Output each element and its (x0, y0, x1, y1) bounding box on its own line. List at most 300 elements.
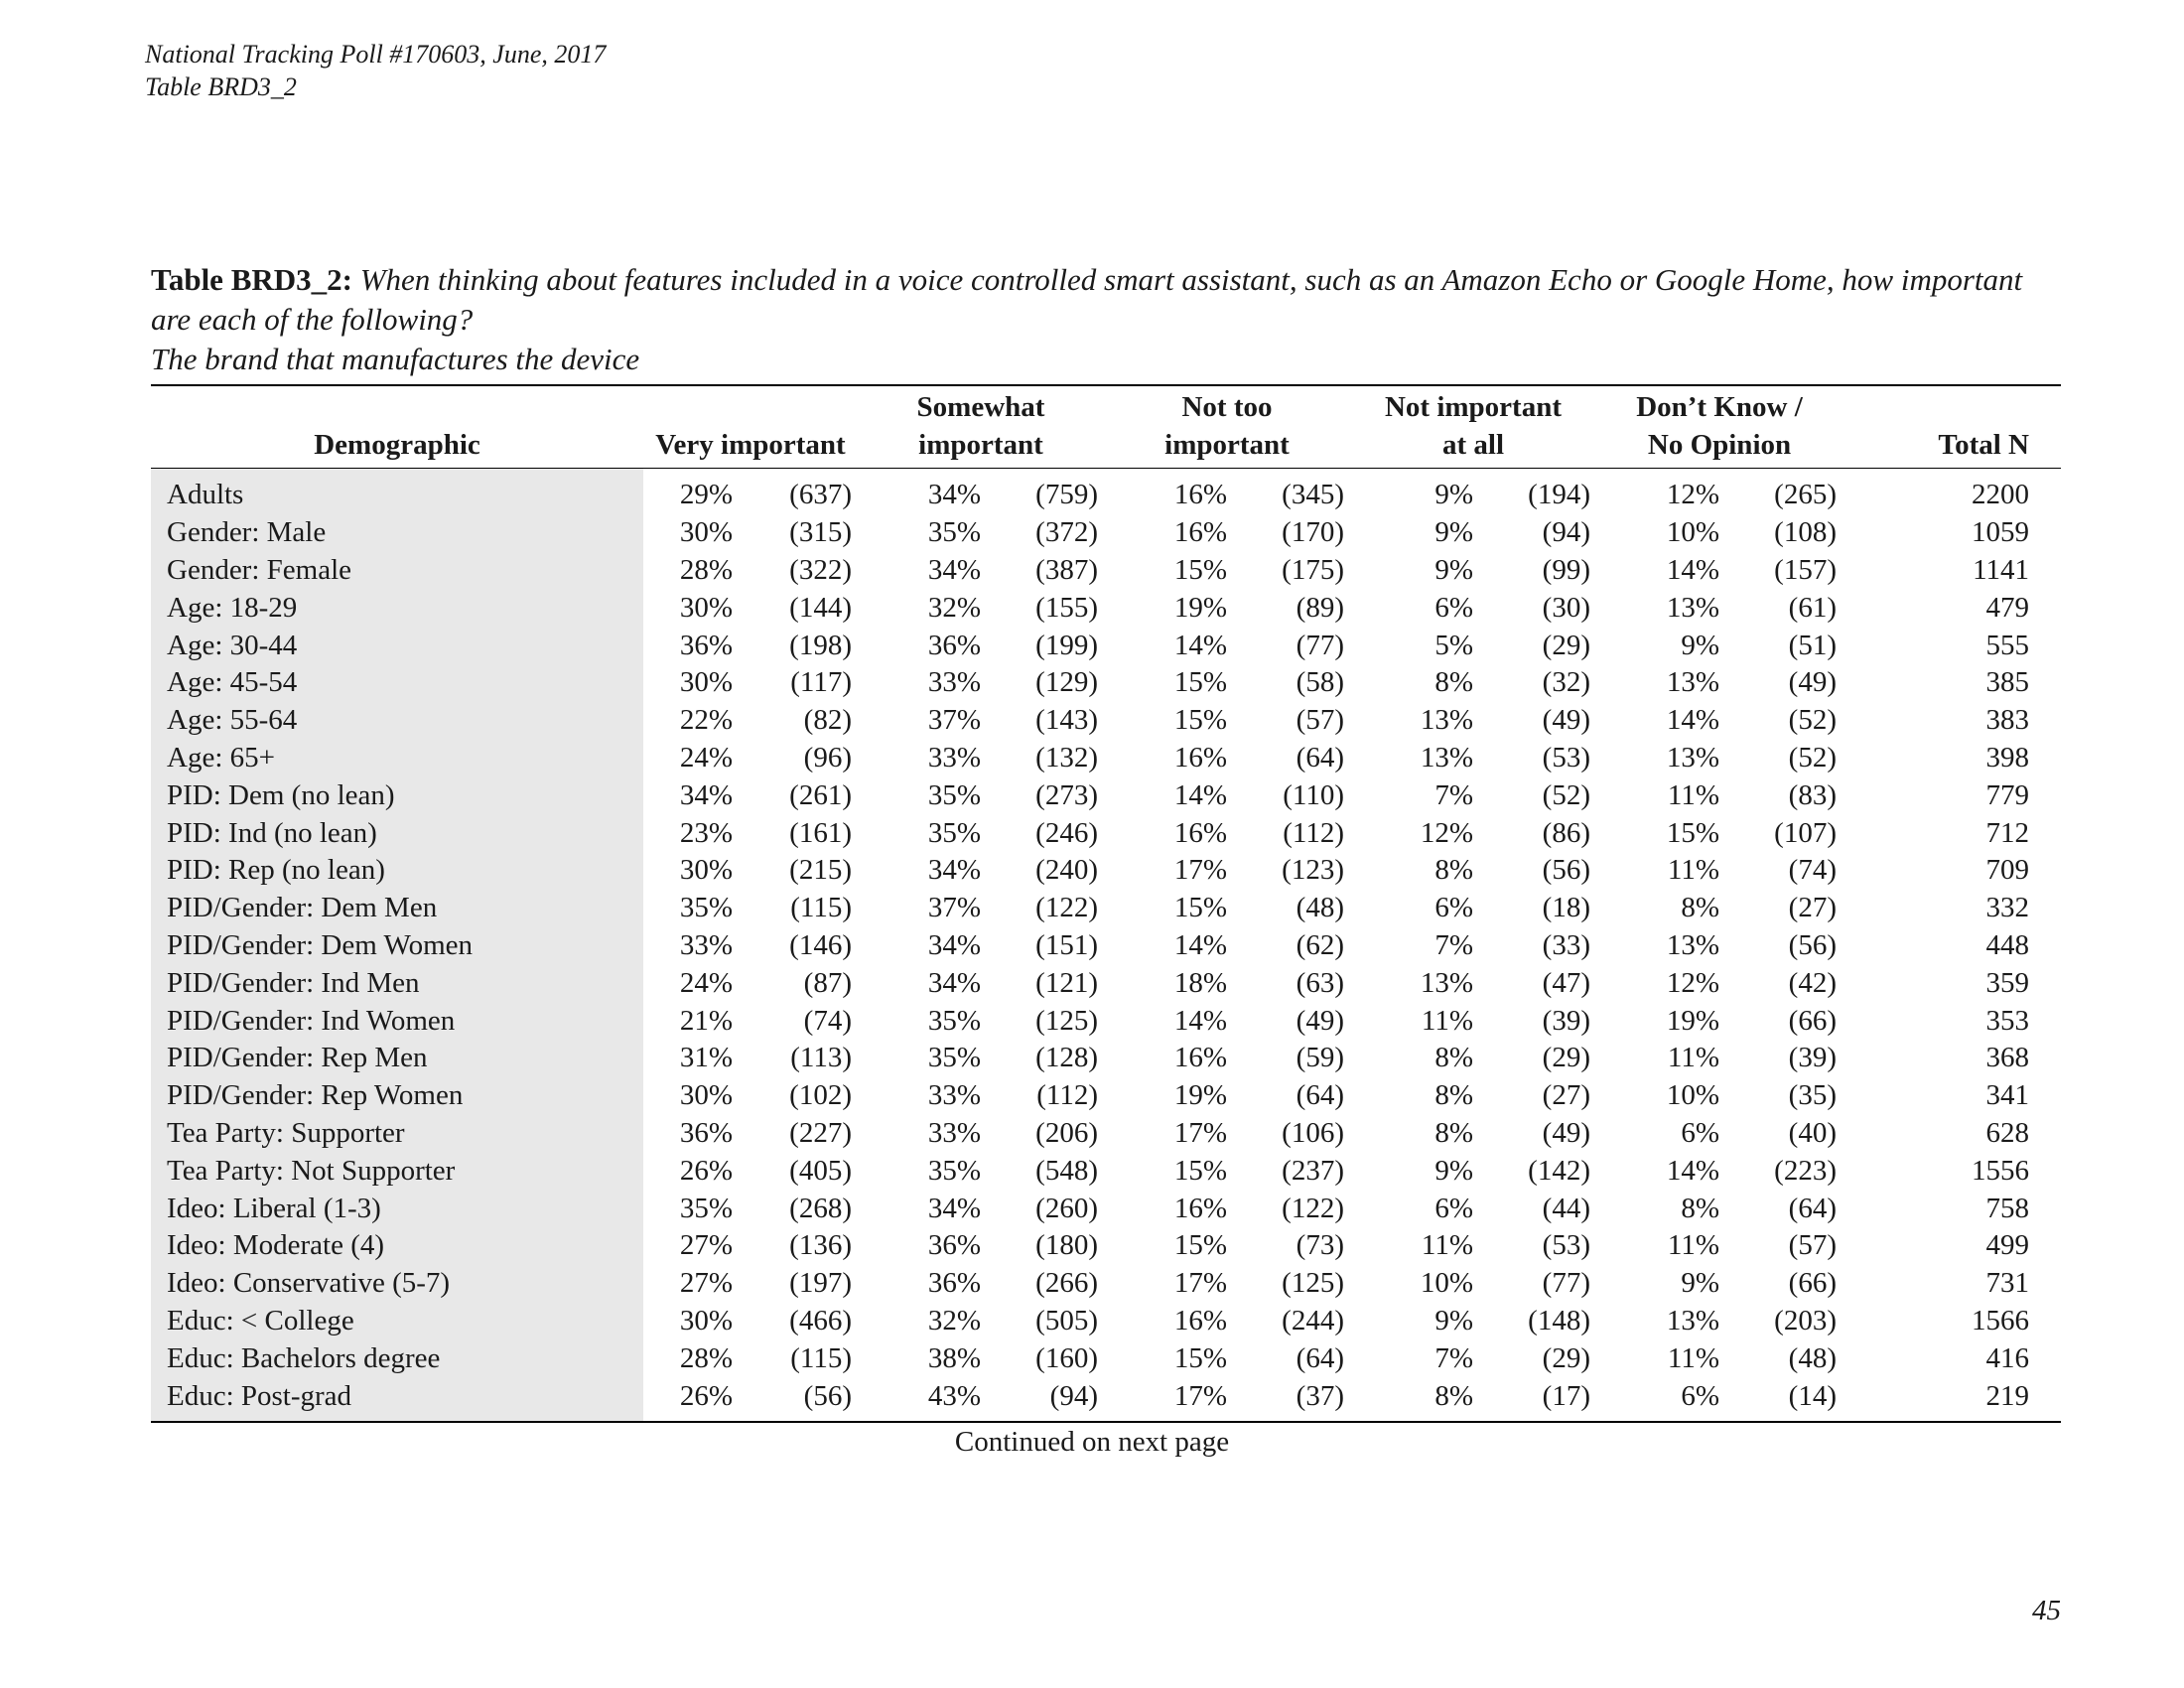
nottoo-pct-cell: 14% (1173, 629, 1227, 661)
somewhat-pct-cell: 34% (927, 479, 981, 511)
dk-pct-cell: 11% (1667, 778, 1719, 811)
nottoo-pct-cell: 15% (1173, 704, 1227, 737)
very-important-n-cell: (115) (790, 892, 852, 924)
notimp-pct-cell: 7% (1434, 1341, 1473, 1374)
demographic-cell: PID: Ind (no lean) (151, 814, 643, 852)
very-important-pct-cell: 27% (679, 1229, 733, 1262)
dk-pct-cell: 9% (1681, 629, 1719, 661)
demographic-cell: PID/Gender: Rep Women (151, 1077, 643, 1115)
table-row (151, 1152, 2061, 1190)
notimp-n-cell: (49) (1542, 1116, 1590, 1149)
total-n-cell: 219 (1843, 1377, 2061, 1422)
somewhat-n-cell: (505) (1035, 1304, 1098, 1336)
somewhat-n-cell: (129) (1035, 666, 1098, 699)
table-row (151, 469, 2061, 514)
table-row (151, 1077, 2061, 1115)
nottoo-n-cell: (170) (1282, 516, 1344, 549)
dk-pct-cell: 10% (1666, 1079, 1719, 1112)
total-n-cell: 499 (1985, 1229, 2029, 1262)
very-important-pct-cell: 36% (679, 1116, 733, 1149)
table-caption (151, 260, 2063, 379)
dk-pct-cell: 12% (1666, 966, 1719, 999)
dk-n-cell: (49) (1788, 666, 1837, 699)
nottoo-pct-cell: 18% (1173, 966, 1227, 999)
very-important-pct-cell: 26% (643, 1377, 739, 1422)
nottoo-n-cell: (48) (1296, 892, 1344, 924)
dk-pct-cell: 14% (1666, 704, 1719, 737)
nottoo-n-cell: (122) (1282, 1192, 1344, 1224)
notimp-pct-cell: 8% (1350, 1377, 1479, 1422)
total-n-cell: 448 (1985, 928, 2029, 961)
dk-pct-cell: 11% (1667, 854, 1719, 887)
dk-n-cell: (66) (1788, 1267, 1837, 1300)
dk-pct-cell: 13% (1666, 1304, 1719, 1336)
demographic-cell: Age: 18-29 (151, 589, 643, 627)
total-n-cell: 1566 (1972, 1304, 2029, 1336)
caption-question: When thinking about features included in a voice controlled smart assistant, such as an Amazon Echo or Google Home, how important are each of the following? (151, 262, 2023, 337)
total-n-cell: 555 (1985, 629, 2029, 661)
col-very-important: Very important (643, 424, 858, 469)
total-n-cell: 2200 (1972, 479, 2029, 511)
somewhat-pct-cell: 33% (927, 666, 981, 699)
notimp-pct-cell: 5% (1434, 629, 1473, 661)
nottoo-n-cell: (58) (1296, 666, 1344, 699)
table-row (151, 1339, 2061, 1377)
col-nottoo-line2: important (1104, 424, 1350, 469)
notimp-pct-cell: 11% (1421, 1229, 1473, 1262)
dk-n-cell: (108) (1774, 516, 1837, 549)
table-row (151, 1265, 2061, 1303)
very-important-n-cell: (117) (790, 666, 852, 699)
dk-pct-cell: 13% (1666, 591, 1719, 624)
notimp-n-cell: (29) (1542, 1341, 1590, 1374)
notimp-pct-cell: 9% (1434, 1154, 1473, 1187)
notimp-pct-cell: 9% (1434, 553, 1473, 586)
demographic-cell: Educ: < College (151, 1303, 643, 1340)
col-demographic: Demographic (151, 424, 643, 469)
very-important-n-cell: (637) (789, 479, 852, 511)
total-n-cell: 1059 (1972, 516, 2029, 549)
dk-pct-cell: 14% (1666, 1154, 1719, 1187)
somewhat-pct-cell: 34% (927, 966, 981, 999)
total-n-cell: 779 (1985, 778, 2029, 811)
nottoo-pct-cell: 16% (1173, 816, 1227, 849)
total-n-cell: 628 (1985, 1116, 2029, 1149)
demographic-cell: Gender: Male (151, 514, 643, 552)
demographic-cell: Age: 45-54 (151, 664, 643, 702)
notimp-pct-cell: 10% (1420, 1267, 1473, 1300)
very-important-pct-cell: 31% (679, 1042, 733, 1074)
somewhat-n-cell: (206) (1035, 1116, 1098, 1149)
total-n-cell: 332 (1985, 892, 2029, 924)
very-important-n-cell: (322) (789, 553, 852, 586)
somewhat-n-cell: (151) (1035, 928, 1098, 961)
somewhat-pct-cell: 37% (927, 892, 981, 924)
demographic-cell: Age: 30-44 (151, 627, 643, 664)
dk-pct-cell: 9% (1681, 1267, 1719, 1300)
very-important-pct-cell: 29% (679, 479, 733, 511)
table-row (151, 1190, 2061, 1227)
very-important-pct-cell: 27% (679, 1267, 733, 1300)
dk-n-cell: (107) (1774, 816, 1837, 849)
very-important-n-cell: (74) (803, 1004, 852, 1037)
demographic-cell: Educ: Bachelors degree (151, 1339, 643, 1377)
table-row (151, 852, 2061, 890)
nottoo-n-cell: (175) (1282, 553, 1344, 586)
table-row (151, 1303, 2061, 1340)
somewhat-pct-cell: 38% (927, 1341, 981, 1374)
very-important-n-cell: (102) (789, 1079, 852, 1112)
dk-pct-cell: 12% (1666, 479, 1719, 511)
total-n-cell: 385 (1985, 666, 2029, 699)
notimp-pct-cell: 9% (1434, 516, 1473, 549)
somewhat-pct-cell: 34% (927, 1192, 981, 1224)
nottoo-n-cell: (59) (1296, 1042, 1344, 1074)
table-row (151, 514, 2061, 552)
table-row (151, 552, 2061, 590)
somewhat-n-cell: (122) (1035, 892, 1098, 924)
somewhat-n-cell: (180) (1035, 1229, 1098, 1262)
very-important-n-cell: (215) (789, 854, 852, 887)
somewhat-n-cell: (246) (1035, 816, 1098, 849)
notimp-n-cell: (99) (1542, 553, 1590, 586)
notimp-n-cell: (94) (1542, 516, 1590, 549)
somewhat-n-cell: (128) (1035, 1042, 1098, 1074)
notimp-pct-cell: 13% (1420, 741, 1473, 774)
notimp-n-cell: (44) (1542, 1192, 1590, 1224)
demographic-cell: PID/Gender: Ind Men (151, 964, 643, 1002)
col-notimp-line1: Not important (1384, 391, 1562, 423)
notimp-pct-cell: 13% (1420, 966, 1473, 999)
demographic-cell: PID: Rep (no lean) (151, 852, 643, 890)
notimp-n-cell: (39) (1542, 1004, 1590, 1037)
page-header (145, 38, 606, 103)
very-important-pct-cell: 21% (679, 1004, 733, 1037)
nottoo-n-cell: (49) (1296, 1004, 1344, 1037)
very-important-pct-cell: 26% (679, 1154, 733, 1187)
dk-pct-cell: 11% (1667, 1229, 1719, 1262)
notimp-pct-cell: 8% (1434, 666, 1473, 699)
nottoo-pct-cell: 14% (1173, 778, 1227, 811)
somewhat-pct-cell: 34% (927, 553, 981, 586)
somewhat-n-cell: (260) (1035, 1192, 1098, 1224)
very-important-n-cell: (227) (789, 1116, 852, 1149)
notimp-pct-cell: 6% (1434, 892, 1473, 924)
somewhat-n-cell: (387) (1035, 553, 1098, 586)
somewhat-pct-cell: 43% (858, 1377, 987, 1422)
nottoo-n-cell: (123) (1282, 854, 1344, 887)
notimp-n-cell: (33) (1542, 928, 1590, 961)
caption-label: Table BRD3_2: (151, 262, 352, 297)
demographic-cell: Educ: Post-grad (151, 1377, 643, 1422)
somewhat-pct-cell: 36% (927, 1229, 981, 1262)
very-important-n-cell: (268) (789, 1192, 852, 1224)
col-dk-line1: Don’t Know / (1636, 391, 1803, 423)
very-important-pct-cell: 30% (679, 591, 733, 624)
somewhat-pct-cell: 32% (927, 591, 981, 624)
total-n-cell: 758 (1985, 1192, 2029, 1224)
very-important-pct-cell: 36% (679, 629, 733, 661)
col-somewhat-line1: Somewhat (916, 391, 1045, 423)
table-row (151, 1002, 2061, 1040)
nottoo-pct-cell: 19% (1173, 1079, 1227, 1112)
nottoo-n-cell: (244) (1282, 1304, 1344, 1336)
total-n-cell: 383 (1985, 704, 2029, 737)
dk-n-cell: (265) (1774, 479, 1837, 511)
somewhat-pct-cell: 35% (927, 1004, 981, 1037)
nottoo-pct-cell: 15% (1173, 666, 1227, 699)
nottoo-pct-cell: 14% (1173, 1004, 1227, 1037)
very-important-n-cell: (261) (789, 778, 852, 811)
very-important-pct-cell: 30% (679, 516, 733, 549)
dk-pct-cell: 10% (1666, 516, 1719, 549)
very-important-n-cell: (466) (789, 1304, 852, 1336)
very-important-pct-cell: 30% (679, 854, 733, 887)
dk-pct-cell: 11% (1667, 1042, 1719, 1074)
dk-pct-cell: 8% (1681, 1192, 1719, 1224)
demographic-cell: Tea Party: Not Supporter (151, 1152, 643, 1190)
somewhat-n-cell: (160) (1035, 1341, 1098, 1374)
nottoo-pct-cell: 17% (1104, 1377, 1233, 1422)
dk-n-cell: (42) (1788, 966, 1837, 999)
somewhat-n-cell: (273) (1035, 778, 1098, 811)
nottoo-pct-cell: 16% (1173, 1304, 1227, 1336)
continued-note: Continued on next page (954, 1426, 1230, 1458)
nottoo-n-cell: (89) (1296, 591, 1344, 624)
dk-pct-cell: 13% (1666, 666, 1719, 699)
notimp-n-cell: (53) (1542, 1229, 1590, 1262)
dk-n-cell: (51) (1788, 629, 1837, 661)
dk-n-cell: (35) (1788, 1079, 1837, 1112)
table-row (151, 702, 2061, 740)
table-row (151, 776, 2061, 814)
very-important-n-cell: (315) (789, 516, 852, 549)
table-row (151, 1040, 2061, 1077)
somewhat-n-cell: (155) (1035, 591, 1098, 624)
demographic-cell: Adults (151, 469, 643, 514)
somewhat-n-cell: (143) (1035, 704, 1098, 737)
notimp-pct-cell: 12% (1420, 816, 1473, 849)
dk-pct-cell: 15% (1666, 816, 1719, 849)
nottoo-pct-cell: 16% (1173, 479, 1227, 511)
dk-pct-cell: 13% (1666, 741, 1719, 774)
demographic-cell: Ideo: Moderate (4) (151, 1227, 643, 1265)
very-important-pct-cell: 33% (679, 928, 733, 961)
very-important-pct-cell: 23% (679, 816, 733, 849)
nottoo-pct-cell: 16% (1173, 1192, 1227, 1224)
dk-n-cell: (83) (1788, 778, 1837, 811)
notimp-n-cell: (47) (1542, 966, 1590, 999)
nottoo-pct-cell: 16% (1173, 1042, 1227, 1074)
somewhat-pct-cell: 34% (927, 928, 981, 961)
nottoo-pct-cell: 15% (1173, 1229, 1227, 1262)
table-row (151, 740, 2061, 777)
nottoo-pct-cell: 15% (1173, 1341, 1227, 1374)
dk-n-cell: (40) (1788, 1116, 1837, 1149)
somewhat-pct-cell: 35% (927, 778, 981, 811)
total-n-cell: 368 (1985, 1042, 2029, 1074)
total-n-cell: 479 (1985, 591, 2029, 624)
notimp-n-cell: (142) (1528, 1154, 1590, 1187)
table-row (151, 1377, 2061, 1422)
nottoo-n-cell: (77) (1296, 629, 1344, 661)
page-number: 45 (2032, 1595, 2061, 1626)
total-n-cell: 731 (1985, 1267, 2029, 1300)
notimp-n-cell: (49) (1542, 704, 1590, 737)
nottoo-n-cell: (64) (1296, 1079, 1344, 1112)
very-important-n-cell: (161) (789, 816, 852, 849)
dk-pct-cell: 6% (1681, 1116, 1719, 1149)
nottoo-pct-cell: 16% (1173, 741, 1227, 774)
dk-pct-cell: 19% (1666, 1004, 1719, 1037)
somewhat-n-cell: (121) (1035, 966, 1098, 999)
demographic-cell: PID/Gender: Ind Women (151, 1002, 643, 1040)
notimp-n-cell: (29) (1542, 629, 1590, 661)
very-important-n-cell: (82) (803, 704, 852, 737)
dk-n-cell: (64) (1788, 1192, 1837, 1224)
table-row (151, 927, 2061, 965)
somewhat-pct-cell: 32% (927, 1304, 981, 1336)
demographic-cell: Ideo: Conservative (5-7) (151, 1265, 643, 1303)
nottoo-pct-cell: 15% (1173, 892, 1227, 924)
total-n-cell: 353 (1985, 1004, 2029, 1037)
nottoo-pct-cell: 15% (1173, 1154, 1227, 1187)
dk-n-cell: (56) (1788, 928, 1837, 961)
notimp-n-cell: (17) (1479, 1377, 1596, 1422)
nottoo-pct-cell: 14% (1173, 928, 1227, 961)
total-n-cell: 712 (1985, 816, 2029, 849)
very-important-pct-cell: 30% (679, 1079, 733, 1112)
dk-n-cell: (14) (1725, 1377, 1843, 1422)
somewhat-n-cell: (132) (1035, 741, 1098, 774)
somewhat-n-cell: (199) (1035, 629, 1098, 661)
total-n-cell: 359 (1985, 966, 2029, 999)
demographic-cell: Age: 55-64 (151, 702, 643, 740)
dk-pct-cell: 8% (1681, 892, 1719, 924)
dk-n-cell: (57) (1788, 1229, 1837, 1262)
nottoo-n-cell: (57) (1296, 704, 1344, 737)
table-row (151, 814, 2061, 852)
dk-n-cell: (52) (1788, 704, 1837, 737)
notimp-n-cell: (30) (1542, 591, 1590, 624)
notimp-pct-cell: 9% (1434, 479, 1473, 511)
nottoo-n-cell: (37) (1233, 1377, 1350, 1422)
dk-n-cell: (66) (1788, 1004, 1837, 1037)
nottoo-pct-cell: 17% (1173, 1267, 1227, 1300)
dk-n-cell: (52) (1788, 741, 1837, 774)
table-row (151, 1115, 2061, 1153)
demographic-cell: Tea Party: Supporter (151, 1115, 643, 1153)
total-n-cell: 1141 (1973, 553, 2029, 586)
nottoo-n-cell: (73) (1296, 1229, 1344, 1262)
demographic-cell: Gender: Female (151, 552, 643, 590)
very-important-pct-cell: 35% (679, 892, 733, 924)
total-n-cell: 709 (1985, 854, 2029, 887)
somewhat-pct-cell: 34% (927, 854, 981, 887)
demographic-cell: PID: Dem (no lean) (151, 776, 643, 814)
dk-n-cell: (27) (1788, 892, 1837, 924)
notimp-n-cell: (52) (1542, 778, 1590, 811)
very-important-pct-cell: 24% (679, 966, 733, 999)
nottoo-n-cell: (345) (1282, 479, 1344, 511)
very-important-pct-cell: 34% (679, 778, 733, 811)
notimp-pct-cell: 6% (1434, 591, 1473, 624)
very-important-pct-cell: 35% (679, 1192, 733, 1224)
very-important-pct-cell: 30% (679, 1304, 733, 1336)
dk-pct-cell: 14% (1666, 553, 1719, 586)
table-body (151, 469, 2061, 1422)
somewhat-n-cell: (372) (1035, 516, 1098, 549)
very-important-n-cell: (136) (789, 1229, 852, 1262)
dk-pct-cell: 13% (1666, 928, 1719, 961)
very-important-n-cell: (113) (790, 1042, 852, 1074)
dk-n-cell: (223) (1774, 1154, 1837, 1187)
notimp-n-cell: (77) (1542, 1267, 1590, 1300)
somewhat-n-cell: (548) (1035, 1154, 1098, 1187)
demographic-cell: Ideo: Liberal (1-3) (151, 1190, 643, 1227)
very-important-pct-cell: 28% (679, 1341, 733, 1374)
very-important-n-cell: (56) (739, 1377, 858, 1422)
somewhat-pct-cell: 33% (927, 1116, 981, 1149)
nottoo-n-cell: (112) (1283, 816, 1344, 849)
somewhat-n-cell: (759) (1035, 479, 1098, 511)
very-important-n-cell: (198) (789, 629, 852, 661)
very-important-n-cell: (144) (789, 591, 852, 624)
table-row (151, 664, 2061, 702)
dk-n-cell: (157) (1774, 553, 1837, 586)
somewhat-pct-cell: 35% (927, 516, 981, 549)
total-n-cell: 341 (1985, 1079, 2029, 1112)
nottoo-n-cell: (62) (1296, 928, 1344, 961)
very-important-n-cell: (405) (789, 1154, 852, 1187)
notimp-pct-cell: 7% (1434, 778, 1473, 811)
somewhat-n-cell: (125) (1035, 1004, 1098, 1037)
dk-pct-cell: 6% (1596, 1377, 1725, 1422)
notimp-n-cell: (18) (1542, 892, 1590, 924)
demographic-cell: Age: 65+ (151, 740, 643, 777)
notimp-pct-cell: 11% (1421, 1004, 1473, 1037)
demographic-cell: PID/Gender: Rep Men (151, 1040, 643, 1077)
nottoo-pct-cell: 17% (1173, 1116, 1227, 1149)
very-important-n-cell: (115) (790, 1341, 852, 1374)
demographic-cell: PID/Gender: Dem Women (151, 927, 643, 965)
table-row (151, 1227, 2061, 1265)
somewhat-pct-cell: 33% (927, 1079, 981, 1112)
notimp-pct-cell: 8% (1434, 1079, 1473, 1112)
somewhat-pct-cell: 33% (927, 741, 981, 774)
nottoo-pct-cell: 16% (1173, 516, 1227, 549)
table-row (151, 890, 2061, 927)
nottoo-n-cell: (125) (1282, 1267, 1344, 1300)
notimp-n-cell: (32) (1542, 666, 1590, 699)
dk-n-cell: (203) (1774, 1304, 1837, 1336)
notimp-pct-cell: 8% (1434, 854, 1473, 887)
demographic-cell: PID/Gender: Dem Men (151, 890, 643, 927)
notimp-pct-cell: 7% (1434, 928, 1473, 961)
caption-subtitle: The brand that manufactures the device (151, 342, 640, 376)
very-important-pct-cell: 24% (679, 741, 733, 774)
table-row (151, 964, 2061, 1002)
dk-n-cell: (39) (1788, 1042, 1837, 1074)
total-n-cell: 398 (1985, 741, 2029, 774)
poll-title: National Tracking Poll #170603, June, 2017 (145, 40, 607, 69)
nottoo-n-cell: (64) (1296, 741, 1344, 774)
notimp-pct-cell: 13% (1420, 704, 1473, 737)
col-nottoo-line1: Not too (1181, 391, 1273, 423)
total-n-cell: 1556 (1972, 1154, 2029, 1187)
somewhat-n-cell: (266) (1035, 1267, 1098, 1300)
dk-n-cell: (61) (1788, 591, 1837, 624)
